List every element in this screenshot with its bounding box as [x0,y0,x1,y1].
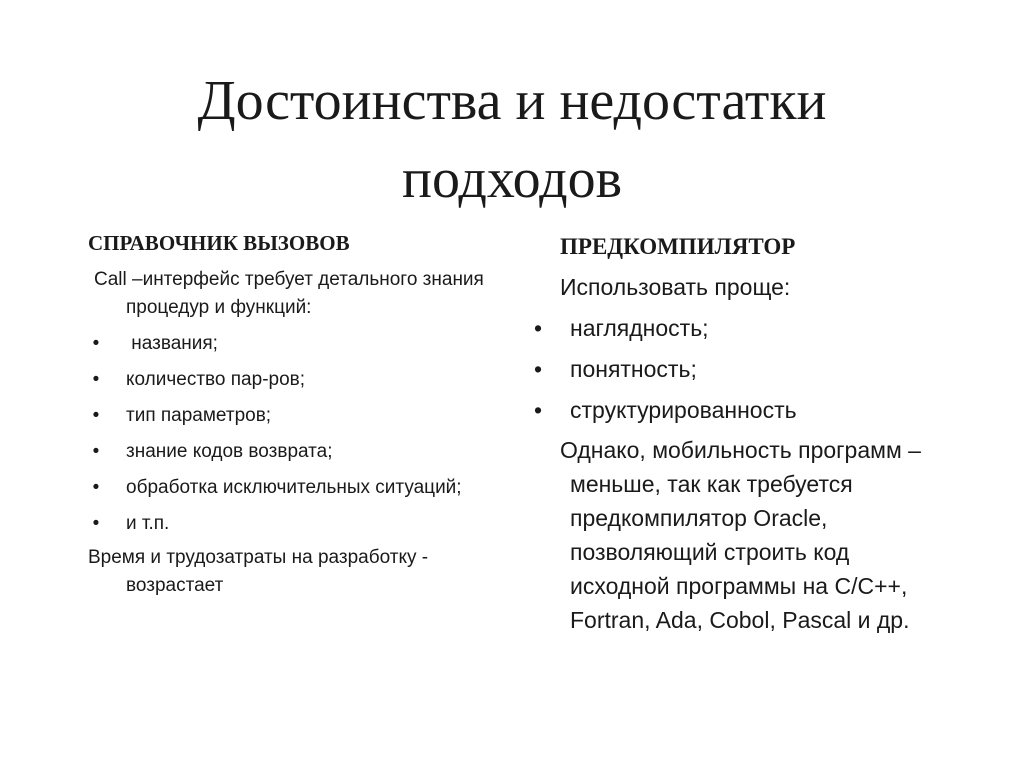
bullet-icon: • [92,441,100,462]
slide-title [0,62,1024,218]
bullet-icon: • [92,369,100,390]
bullet-icon: • [533,356,543,382]
right-lead: Использовать проще: [560,274,791,300]
right-outro: Однако, мобильность программ – меньше, так как требуется предкомпилятор Oracle, позволяющий строить код исходной программы на C/C++, Fortran, Ada, Cobol, Pascal и др. [560,437,921,633]
bullet-icon: • [92,477,100,498]
left-outro: Время и трудозатраты на разработку - возрастает [88,547,429,596]
list-item [88,474,508,502]
bullet-icon: • [92,333,100,354]
list-item-text: и т.п. [126,513,170,534]
list-item [88,510,508,538]
list-item [88,438,508,466]
list-item-text: обработка исключительных ситуаций; [126,477,462,498]
list-item [88,402,508,430]
list-item-text: понятность; [570,356,697,382]
bullet-icon: • [92,513,100,534]
bullet-icon: • [533,315,543,341]
list-item [533,354,940,384]
right-bullet-list [533,313,940,425]
list-item [533,395,940,425]
list-item [88,366,508,394]
bullet-icon: • [92,405,100,426]
list-item-text: количество пар-ров; [126,369,306,390]
slide-title-line-2: подходов [401,148,623,210]
list-item [88,330,508,358]
left-intro: Call –интерфейс требует детального знания процедур и функций: [94,269,484,318]
right-column [533,230,940,637]
list-item [533,313,940,343]
list-item-text: наглядность; [570,315,709,341]
list-item-text: названия; [126,333,218,354]
left-heading: СПРАВОЧНИК ВЫЗОВОВ [88,231,350,255]
list-item-text: структурированность [570,397,797,423]
left-column [88,230,508,600]
list-item-text: тип параметров; [126,405,272,426]
left-bullet-list [88,330,508,538]
right-heading: ПРЕДКОМПИЛЯТОР [560,234,796,259]
slide-title-line-1: Достоинства и недостатки [197,70,827,132]
list-item-text: знание кодов возврата; [126,441,333,462]
bullet-icon: • [533,397,543,423]
